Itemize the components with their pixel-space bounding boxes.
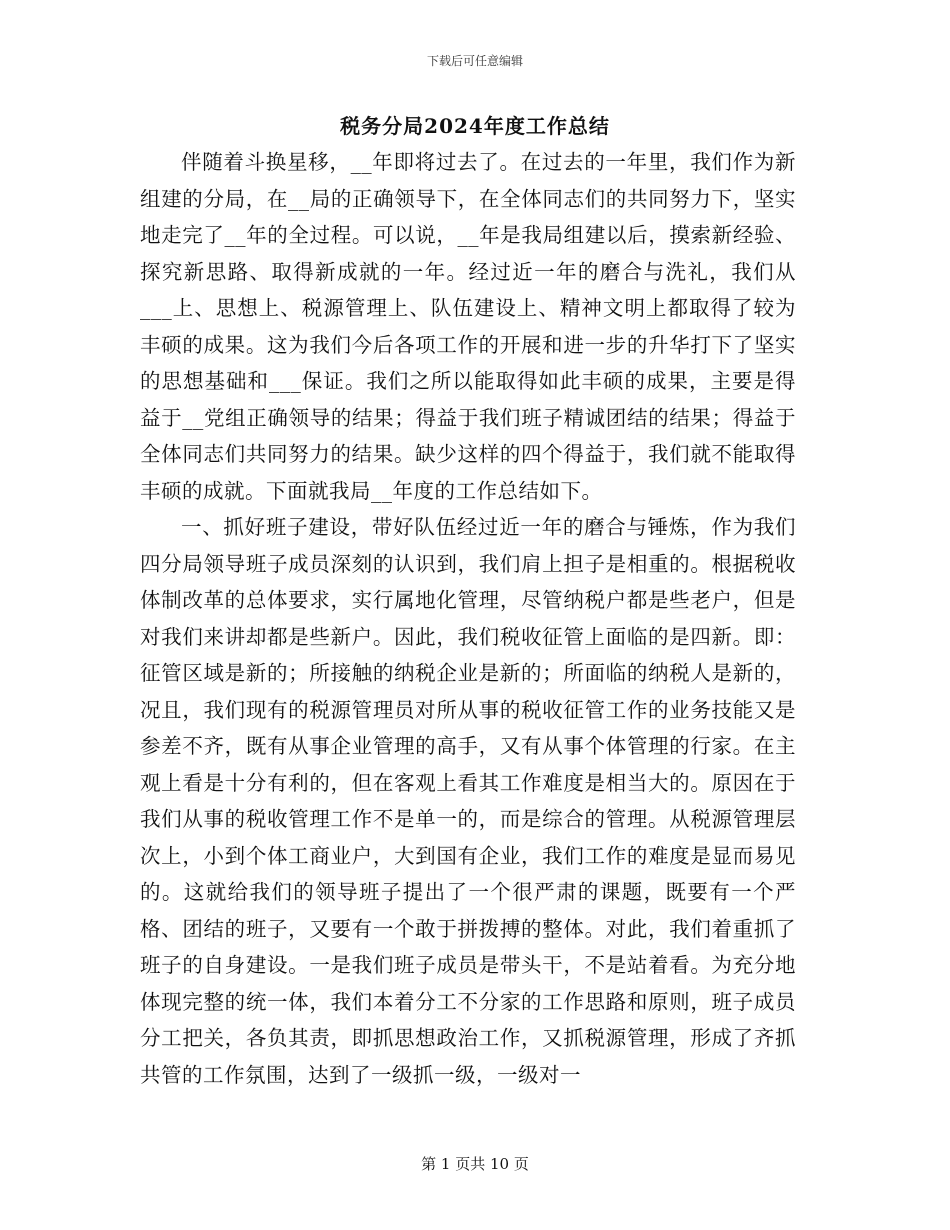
body-paragraph-1: 伴随着斗换星移，__年即将过去了。在过去的一年里，我们作为新组建的分局，在__局的正确领导下，在全体同志们的共同努力下，坚实地走完了__年的全过程。可以说，__年是我局组建以后，摸索新经验、探究新思路、取得新成就的一年。经过近一年的磨合与洗礼，我们从___上、思想上、税源管理上、队伍建设上、精神文明上都取得了较为丰硕的成果。这为我们今后各项工作的开展和进一步的升华打下了坚实的思想基础和___保证。我们之所以能取得如此丰硕的成果，主要是得益于__党组正确领导的结果；得益于我们班子精诚团结的结果；得益于全体同志们共同努力的结果。缺少这样的四个得益于，我们就不能取得丰硕的成就。下面就我局__年度的工作总结如下。 [140, 150, 796, 503]
page-number-footer: 第 1 页共 10 页 [421, 1155, 529, 1173]
document-body [140, 144, 796, 1093]
document-title: 税务分局2024年度工作总结 [340, 114, 610, 138]
page-header-note: 下载后可任意编辑 [426, 54, 523, 68]
body-paragraph-2: 一、抓好班子建设，带好队伍经过近一年的磨合与锤炼，作为我们四分局领导班子成员深刻的认识到，我们肩上担子是相重的。根据税收体制改革的总体要求，实行属地化管理，尽管纳税户都是些老户，但是对我们来讲却都是些新户。因此，我们税收征管上面临的是四新。即：征管区域是新的；所接触的纳税企业是新的；所面临的纳税人是新的，况且，我们现有的税源管理员对所从事的税收征管工作的业务技能又是参差不齐，既有从事企业管理的高手，又有从事个体管理的行家。在主观上看是十分有利的，但在客观上看其工作难度是相当大的。原因在于我们从事的税收管理工作不是单一的，而是综合的管理。从税源管理层次上，小到个体工商业户，大到国有企业，我们工作的难度是显而易见的。这就给我们的领导班子提出了一个很严肃的课题，既要有一个严格、团结的班子，又要有一个敢于拼拨搏的整体。对此，我们着重抓了班子的自身建设。一是我们班子成员是带头干，不是站着看。为充分地体现完整的统一体，我们本着分工不分家的工作思路和原则，班子成员分工把关，各负其责，即抓思想政治工作，又抓税源管理，形成了齐抓共管的工作氛围，达到了一级抓一级，一级对一 [140, 515, 796, 1087]
